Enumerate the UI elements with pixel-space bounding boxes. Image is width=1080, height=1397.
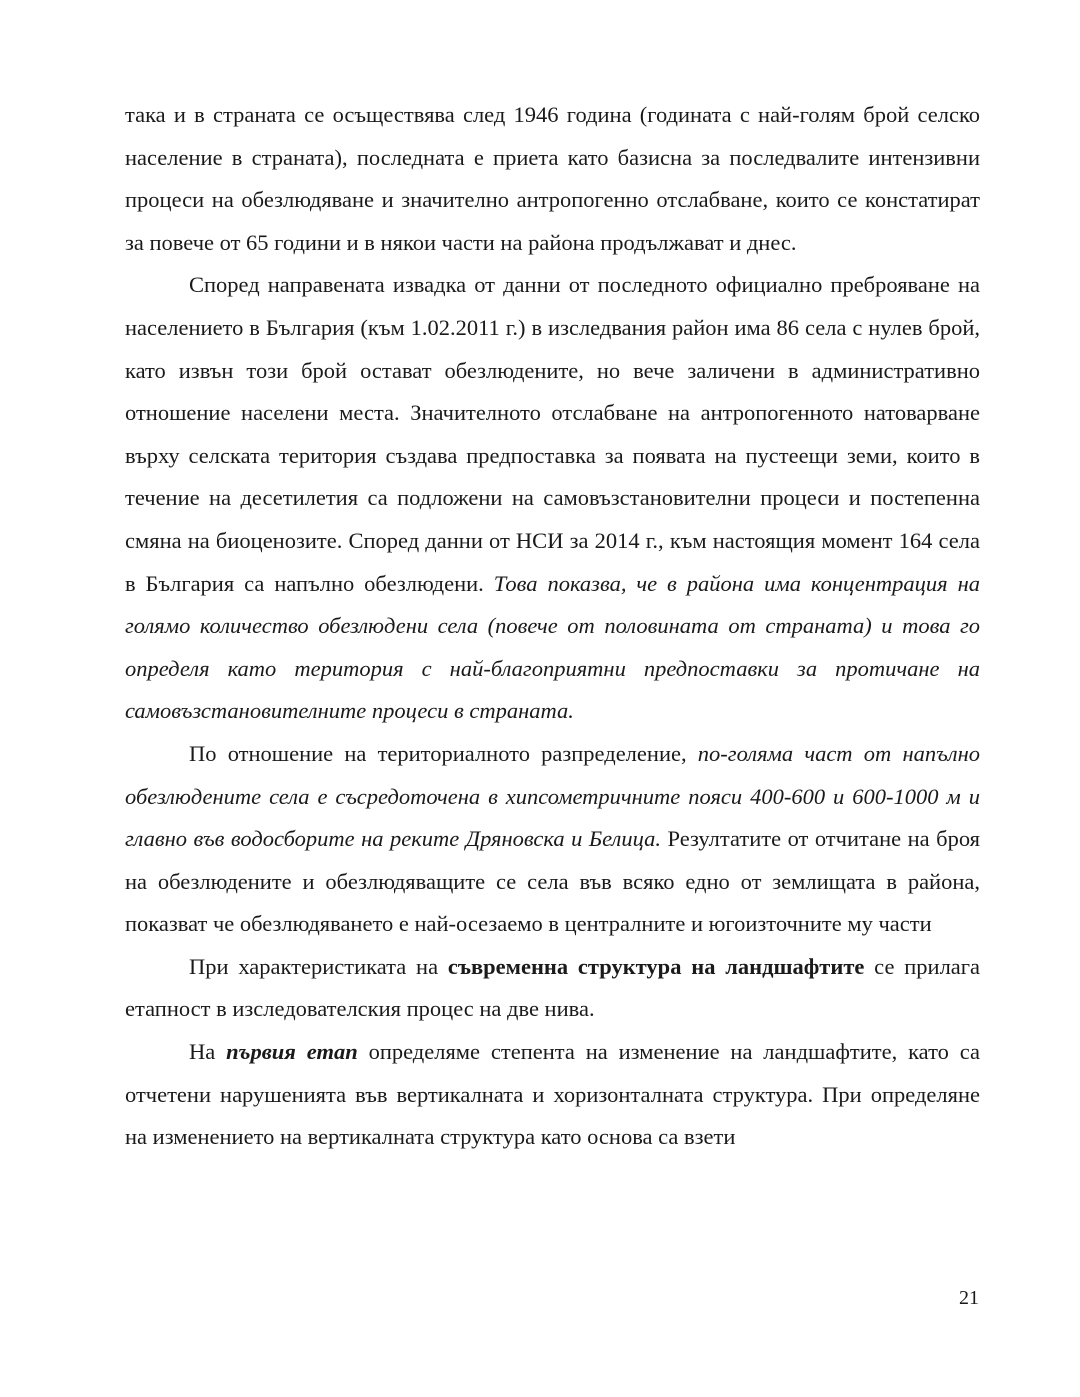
paragraph-3 bbox=[125, 733, 980, 946]
paragraph-5-text-end: определяме степента на изменение на ландшафтите, като са отчетени нарушенията във вертикалната и хоризонталната структура. При определяне на изменението на вертикалната структура като основа са взети bbox=[125, 1039, 980, 1150]
paragraph-1-text: така и в страната се осъществява след 1946 година (годината с най-голям брой селско население в страната), последната е приета като базисна за последвалите интензивни процеси на обезлюдяване и значително антропогенно отслабване, които се констатират за повече от 65 години и в някои части на района продължават и днес. bbox=[125, 102, 980, 255]
paragraph-2-italic-text: Това показва, че в района има концентрация на голямо количество обезлюдени села (повече от половината от страната) и това го определя като територия с най-благоприятни предпоставки за протичане на самовъзстановителните процеси в страната. bbox=[125, 570, 980, 724]
paragraph-4-text-end: се прилага етапност в изследователския процес на две нива. bbox=[125, 953, 981, 1022]
paragraph-5-bold-italic-text: първия етап bbox=[226, 1039, 358, 1065]
paragraph-3-italic-text: по-голяма част от напълно обезлюдените села е съсредоточена в хипсометричните пояси 400-600 и 600-1000 м и главно във водосборите на реките Дряновска и Белица. bbox=[125, 740, 981, 852]
paragraph-5 bbox=[125, 1031, 980, 1159]
page-number: 21 bbox=[959, 1287, 979, 1309]
paragraph-1 bbox=[125, 94, 980, 264]
paragraph-5-text-start: На bbox=[189, 1039, 227, 1065]
paragraph-3-text-end: Резултатите от отчитане на броя на обезлюдените и обезлюдяващите се села във всяко едно от землищата в района, показват че обезлюдяването е най-осезаемо в централните и югоизточните му части bbox=[125, 826, 980, 937]
document-body bbox=[125, 94, 980, 1159]
paragraph-4-bold-text: съвременна структура на ландшафтите bbox=[447, 953, 865, 979]
paragraph-4 bbox=[125, 946, 980, 1031]
paragraph-2-text: Според направената извадка от данни от последното официално преброяване на населението в България (към 1.02.2011 г.) в изследвания район има 86 села с нулев брой, като извън този брой остават обезлюдените, но вече заличени в административно отношение населени места. Значителното отслабване на антропогенното натоварване върху селската територия създава предпоставка за появата на пустеещи земи, които в течение на десетилетия са подложени на самовъзстановителни процеси и постепенна смяна на биоценозите. Според данни от НСИ за 2014 г., към настоящия момент 164 села в България са напълно обезлюдени. bbox=[125, 272, 980, 596]
paragraph-3-text-start: По отношение на териториалното разпределение, bbox=[189, 740, 698, 766]
paragraph-2 bbox=[125, 264, 980, 733]
paragraph-4-text-start: При характеристиката на bbox=[189, 953, 448, 979]
